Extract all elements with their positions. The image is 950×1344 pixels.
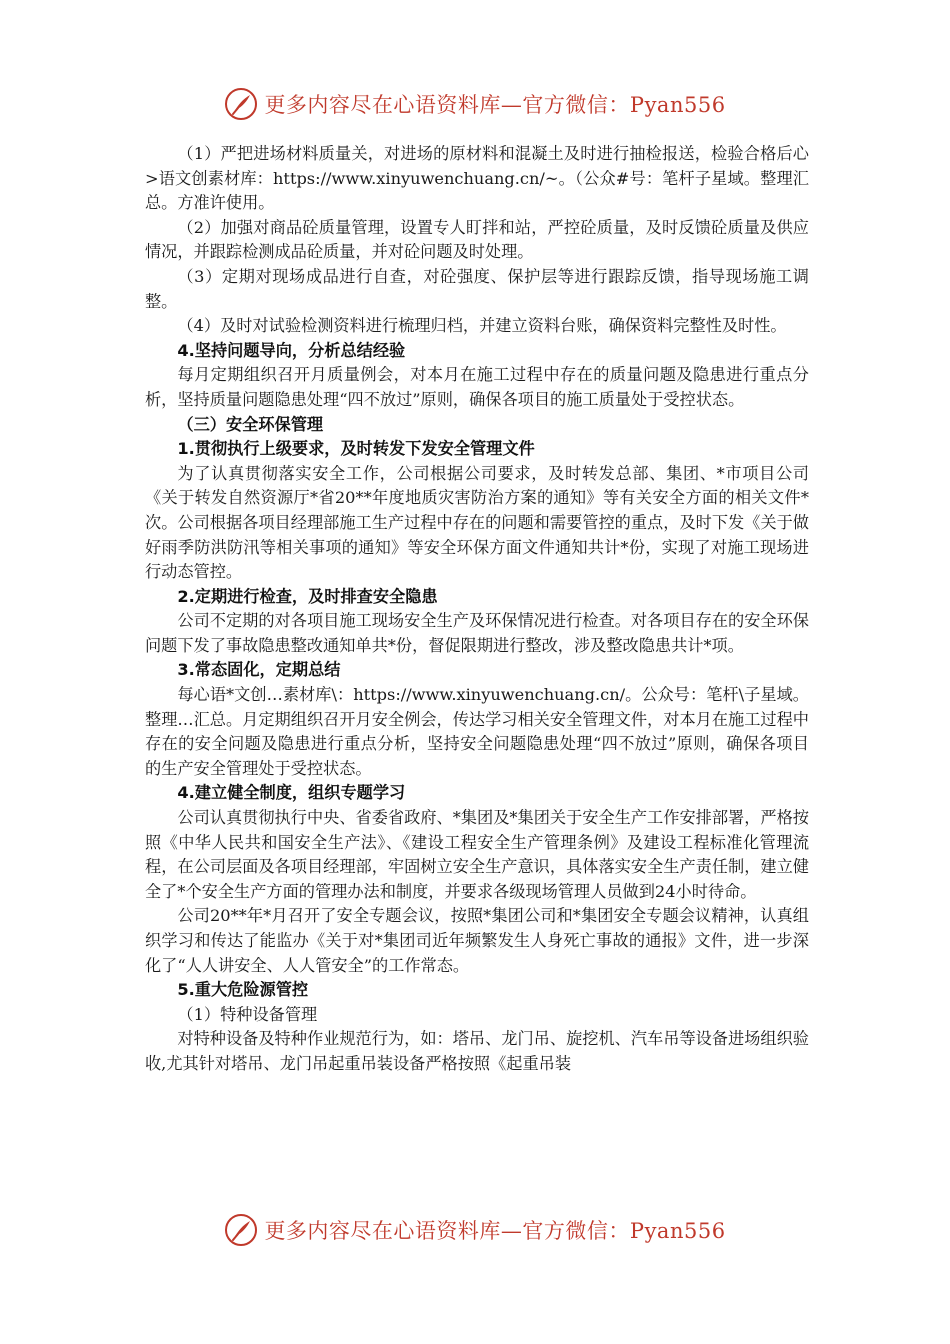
paragraph: 对特种设备及特种作业规范行为，如：塔吊、龙门吊、旋挖机、汽车吊等设备进场组织验收,尤其针对塔吊、龙门吊起重吊装设备严格按照《起重吊装 — [145, 1029, 809, 1073]
section-heading: 2.定期进行检查，及时排查安全隐患 — [177, 586, 438, 606]
banner-text: 更多内容尽在心语资料库—官方微信：Pyan556 — [264, 93, 726, 117]
section-heading: （三）安全环保管理 — [177, 414, 324, 434]
paragraph: 每月定期组织召开月质量例会，对本月在施工过程中存在的质量问题及隐患进行重点分析，坚持质量问题隐患处理“四不放过”原则，确保各项目的施工质量处于受控状态。 — [145, 365, 809, 409]
paragraph: 公司认真贯彻执行中央、省委省政府、*集团及*集团关于安全生产工作安排部署，严格按照《中华人民共和国安全生产法》、《建设工程安全生产管理条例》及建设工程标准化管理流程，在公司层面及各项目经理部，牢固树立安全生产意识，具体落实安全生产责任制，建立健全了*个安全生产方面的管理办法和制度，并要求各级现场管理人员做到24小时待命。 — [145, 808, 809, 901]
banner-text: 更多内容尽在心语资料库—官方微信：Pyan556 — [264, 1219, 726, 1243]
paragraph: （4）及时对试验检测资料进行梳理归档，并建立资料台账，确保资料完整性及时性。 — [177, 316, 787, 336]
feather-pen-logo-icon — [224, 1213, 258, 1247]
section-heading: 4.坚持问题导向，分析总结经验 — [177, 340, 406, 360]
document-body — [145, 142, 809, 1077]
paragraph: （1）严把进场材料质量关，对进场的原材料和混凝土及时进行抽检报送，检验合格后心>语文创素材库：https://www.xinyuwenchuang.cn/~。（公众#号：笔杆子星域。整理汇总。方准许使用。 — [145, 144, 809, 213]
feather-pen-logo-icon — [224, 87, 258, 121]
paragraph: 公司不定期的对各项目施工现场安全生产及环保情况进行检查。对各项目存在的安全环保问题下发了事故隐患整改通知单共*份，督促限期进行整改，涉及整改隐患共计*项。 — [145, 611, 809, 655]
section-heading: 3.常态固化，定期总结 — [177, 660, 341, 680]
paragraph: 为了认真贯彻落实安全工作，公司根据公司要求，及时转发总部、集团、*市项目公司《关于转发自然资源厅*省20**年度地质灾害防治方案的通知》等有关安全方面的相关文件*次。公司根据各项目经理部施工生产过程中存在的问题和需要管控的重点，及时下发《关于做好雨季防洪防汛等相关事项的通知》等安全环保方面文件通知共计*份，实现了对施工现场进行动态管控。 — [145, 463, 809, 582]
paragraph: （2）加强对商品砼质量管理，设置专人盯拌和站，严控砼质量，及时反馈砼质量及供应情况，并跟踪检测成品砼质量，并对砼问题及时处理。 — [145, 217, 809, 262]
section-heading: 4.建立健全制度，组织专题学习 — [177, 783, 406, 803]
section-heading: 1.贯彻执行上级要求，及时转发下发安全管理文件 — [177, 439, 535, 459]
header-banner — [0, 84, 950, 124]
section-heading: 5.重大危险源管控 — [177, 980, 309, 1000]
footer-banner — [0, 1210, 950, 1250]
paragraph: （3）定期对现场成品进行自查，对砼强度、保护层等进行跟踪反馈，指导现场施工调整。 — [145, 266, 809, 311]
paragraph: 每心语*文创…素材库\：https://www.xinyuwenchuang.cn/。公众号：笔杆\子星域。整理…汇总。月定期组织召开月安全例会，传达学习相关安全管理文件，对本月在施工过程中存在的安全问题及隐患进行重点分析，坚持安全问题隐患处理“四不放过”原则，确保各项目的生产安全管理处于受控状态。 — [145, 685, 809, 778]
paragraph: （1）特种设备管理 — [177, 1004, 318, 1024]
paragraph: 公司20**年*月召开了安全专题会议，按照*集团公司和*集团安全专题会议精神，认真组织学习和传达了能监办《关于对*集团司近年频繁发生人身死亡事故的通报》文件，进一步深化了“人人讲安全、人人管安全”的工作常态。 — [145, 906, 809, 975]
